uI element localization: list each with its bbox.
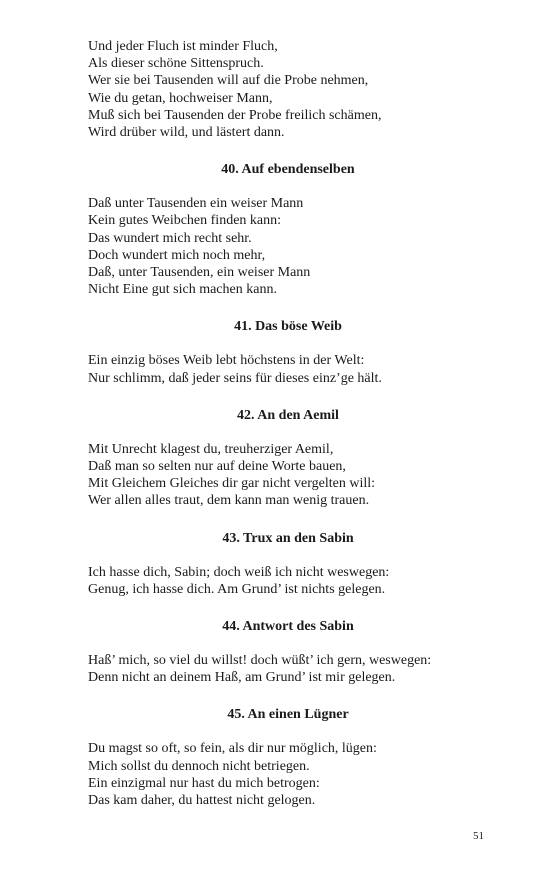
verse-line: Doch wundert mich noch mehr, <box>88 247 266 263</box>
poem-stanza <box>88 740 488 809</box>
verse-line: Mich sollst du dennoch nicht betriegen. <box>88 758 310 774</box>
page-number: 51 <box>473 830 484 842</box>
verse-line: Das wundert mich recht sehr. <box>88 230 252 246</box>
poem-title: 42. An den Aemil <box>237 407 339 423</box>
verse-line: Genug, ich hasse dich. Am Grund’ ist nichts gelegen. <box>88 581 386 597</box>
poem-stanza <box>88 352 488 386</box>
page-body <box>88 38 488 809</box>
poem-title: 41. Das böse Weib <box>234 319 342 335</box>
verse-line: Haß’ mich, so viel du willst! doch wüßt’ ich gern, weswegen: <box>88 653 432 669</box>
verse-line: Daß man so selten nur auf deine Worte bauen, <box>88 459 346 475</box>
verse-line: Daß unter Tausenden ein weiser Mann <box>88 196 304 212</box>
poem-title: 43. Trux an den Sabin <box>222 530 354 546</box>
verse-line: Kein gutes Weibchen finden kann: <box>88 213 282 229</box>
intro-stanza <box>88 38 488 141</box>
verse-line: Wird drüber wild, und lästert dann. <box>88 125 285 141</box>
poem-title: 45. An einen Lügner <box>227 707 349 723</box>
verse-line: Wie du getan, hochweiser Mann, <box>88 90 273 106</box>
verse-line: Und jeder Fluch ist minder Fluch, <box>88 39 278 54</box>
poem-stanza <box>88 652 488 686</box>
verse-line: Als dieser schöne Sittenspruch. <box>88 56 264 72</box>
poem-stanza <box>88 564 488 598</box>
verse-line: Mit Unrecht klagest du, treuherziger Aemil, <box>88 441 334 457</box>
verse-line: Wer allen alles traut, dem kann man wenig trauen. <box>88 493 370 509</box>
poem-stanza <box>88 441 488 510</box>
verse-line: Daß, unter Tausenden, ein weiser Mann <box>88 265 311 281</box>
verse-line: Wer sie bei Tausenden will auf die Probe nehmen, <box>88 73 369 89</box>
poem-stanza <box>88 195 488 298</box>
verse-line: Ich hasse dich, Sabin; doch weiß ich nicht weswegen: <box>88 564 390 580</box>
verse-line: Muß sich bei Tausenden der Probe freilich schämen, <box>88 107 382 123</box>
verse-line: Denn nicht an deinem Haß, am Grund’ ist mir gelegen. <box>88 670 396 686</box>
verse-line: Ein einzig böses Weib lebt höchstens in der Welt: <box>88 353 365 369</box>
poem-title: 40. Auf ebendenselben <box>221 162 355 178</box>
verse-line: Nur schlimm, daß jeder seins für dieses einz’ge hält. <box>88 370 382 386</box>
verse-line: Ein einzigmal nur hast du mich betrogen: <box>88 775 320 791</box>
verse-line: Du magst so oft, so fein, als dir nur möglich, lügen: <box>88 741 377 757</box>
verse-line: Das kam daher, du hattest nicht gelogen. <box>88 793 316 809</box>
verse-line: Nicht Eine gut sich machen kann. <box>88 282 277 298</box>
poem-title: 44. Antwort des Sabin <box>222 619 354 635</box>
verse-line: Mit Gleichem Gleiches dir gar nicht vergelten will: <box>88 476 376 492</box>
